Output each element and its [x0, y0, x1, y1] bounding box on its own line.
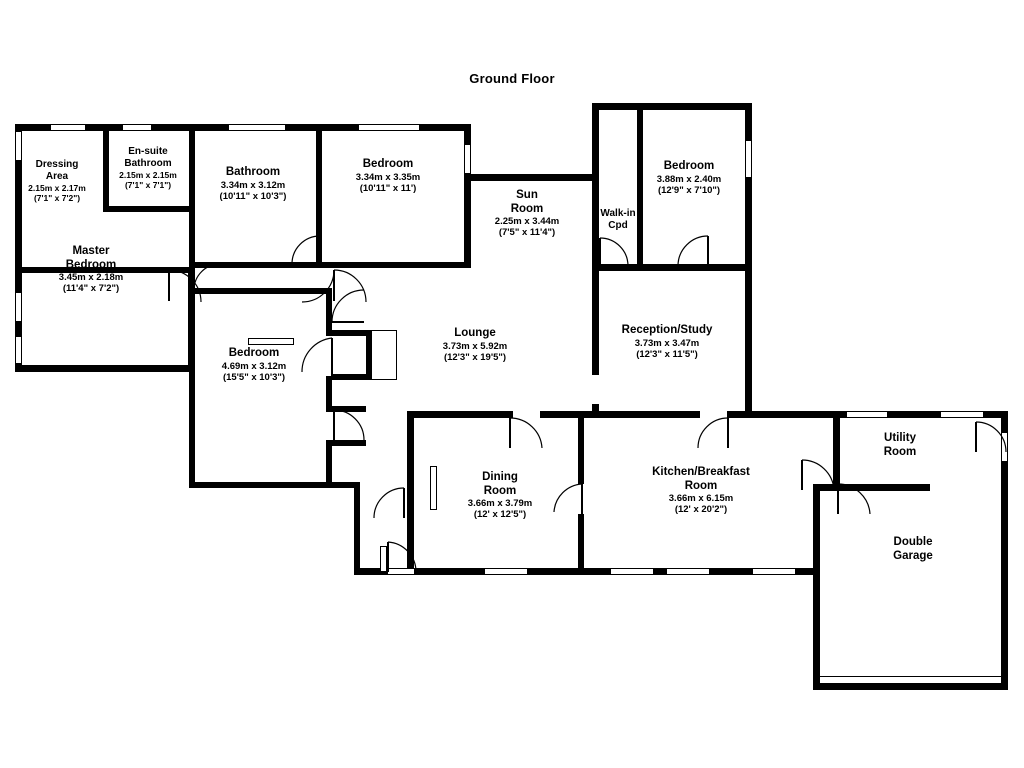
room-name: Utility Room [883, 432, 917, 458]
window [846, 411, 888, 418]
room-dim-imperial: (10'11" x 11') [359, 182, 417, 194]
wall-segment [413, 411, 513, 418]
door-bedroom-north [192, 262, 226, 292]
room-dim-metric: 3.88m x 2.40m [656, 173, 722, 185]
wall-segment [745, 103, 752, 271]
wall-segment [637, 110, 643, 265]
door-utility-hall [370, 484, 406, 520]
room-label-utility-room [884, 432, 917, 459]
door-walk-in-cpd [598, 236, 632, 268]
wall-segment [592, 103, 752, 110]
window [358, 124, 420, 131]
room-label-lounge [443, 327, 507, 363]
room-dim-metric: 3.66m x 6.15m [668, 493, 734, 505]
window [228, 124, 286, 131]
room-name: Reception/Study [621, 324, 713, 336]
room-dim-metric: 3.73m x 5.92m [442, 340, 508, 352]
window [666, 568, 710, 575]
wall-segment [745, 271, 752, 418]
room-dim-imperial: (11'4" x 7'2") [62, 283, 120, 295]
room-label-dining-room [468, 471, 532, 521]
room-dim-imperial: (7'1" x 7'2") [33, 192, 81, 203]
room-name: Kitchen/Breakfast Room [652, 466, 750, 492]
wall-segment [354, 482, 360, 574]
room-dim-metric: 3.45m x 2.18m [58, 272, 124, 284]
wall-segment [15, 365, 195, 372]
room-name: Bedroom [228, 347, 280, 359]
room-dim-metric: 2.25m x 3.44m [494, 216, 560, 228]
room-name: Double Garage [893, 536, 933, 562]
door-dining-lounge [508, 416, 544, 450]
door-bedroom-west [300, 336, 334, 378]
room-dim-metric: 3.73m x 3.47m [634, 337, 700, 349]
room-label-sun-room [495, 189, 559, 239]
wall-segment [540, 411, 700, 418]
room-name: Sun Room [510, 189, 544, 215]
room-dim-metric: 2.15m x 2.15m [119, 169, 177, 180]
room-dim-metric: 3.66m x 3.79m [467, 498, 533, 510]
door-kitchen-reception [696, 416, 730, 450]
room-label-en-suite-bathroom [119, 146, 177, 190]
window [484, 568, 528, 575]
room-name: Master Bedroom [65, 245, 117, 271]
window [122, 124, 152, 131]
room-dim-imperial: (12'3" x 19'5") [443, 351, 507, 363]
room-name: Walk-in Cpd [600, 208, 636, 231]
room-dim-imperial: (7'1" x 7'1") [124, 179, 172, 190]
door-dining-kitchen [552, 482, 584, 516]
page-title: Ground Floor [469, 71, 555, 86]
room-label-reception-study [622, 324, 713, 360]
window [15, 131, 22, 161]
window [745, 140, 752, 178]
wall-segment [189, 124, 195, 267]
wall-segment [103, 206, 195, 212]
door-utility-garage [836, 482, 874, 516]
room-dim-imperial: (7'5" x 11'4") [498, 227, 556, 239]
door-utility [800, 458, 836, 492]
room-dim-metric: 3.34m x 3.12m [220, 179, 286, 191]
room-dim-imperial: (12'9" x 7'10") [657, 184, 721, 196]
window [940, 411, 984, 418]
door-utility-exterior [974, 420, 1008, 454]
window [752, 568, 796, 575]
door-hall-c [330, 288, 374, 324]
room-label-walk-in-cpd [600, 208, 635, 232]
room-label-master-bedroom [59, 245, 123, 295]
room-dim-imperial: (15'5" x 10'3") [222, 371, 286, 383]
wall-segment [813, 484, 820, 690]
room-label-kitchen-breakfast-room [652, 466, 750, 516]
door-bedroom-east [676, 234, 710, 268]
room-name: Dining Room [482, 471, 518, 497]
door-corridor [332, 408, 368, 442]
room-name: Bedroom [362, 158, 414, 170]
window [430, 466, 437, 510]
room-name: En-suite Bathroom [124, 146, 172, 169]
wall-segment [464, 174, 592, 181]
window [371, 330, 397, 380]
room-dim-metric: 2.15m x 2.17m [28, 182, 86, 193]
wall-segment [326, 440, 332, 488]
wall-segment [592, 271, 599, 375]
wall-segment [15, 124, 22, 372]
wall-segment [103, 124, 109, 212]
room-name: Bedroom [663, 160, 715, 172]
wall-segment [332, 374, 372, 380]
window [464, 144, 471, 174]
room-dim-imperial: (12' x 20'2") [674, 504, 728, 516]
garage-door-line [820, 676, 1001, 677]
room-dim-imperial: (10'11" x 10'3") [219, 190, 287, 202]
door-bathroom [288, 234, 324, 266]
room-dim-metric: 4.69m x 3.12m [221, 360, 287, 372]
wall-segment [578, 418, 584, 484]
room-name: Dressing Area [35, 159, 79, 182]
wall-segment [813, 683, 1008, 690]
window [15, 292, 22, 322]
room-dim-imperial: (12'3" x 11'5") [636, 348, 698, 360]
room-dim-metric: 3.34m x 3.35m [355, 171, 421, 183]
room-label-double-garage [893, 536, 933, 563]
wall-segment [578, 514, 584, 575]
room-label-bedroom-west [222, 347, 286, 383]
door-front [384, 538, 418, 576]
window [50, 124, 86, 131]
room-dim-imperial: (12' x 12'5") [473, 509, 527, 521]
room-label-bathroom [220, 166, 287, 202]
wall-segment [727, 411, 840, 418]
wall-segment [189, 482, 360, 488]
room-label-bedroom-north [356, 158, 420, 194]
window [610, 568, 654, 575]
window [15, 336, 22, 364]
room-label-bedroom-east [657, 160, 721, 196]
room-name: Lounge [454, 327, 496, 339]
room-label-dressing-area [28, 159, 86, 203]
window [248, 338, 294, 345]
wall-segment [189, 288, 195, 488]
room-name: Bathroom [225, 166, 281, 178]
